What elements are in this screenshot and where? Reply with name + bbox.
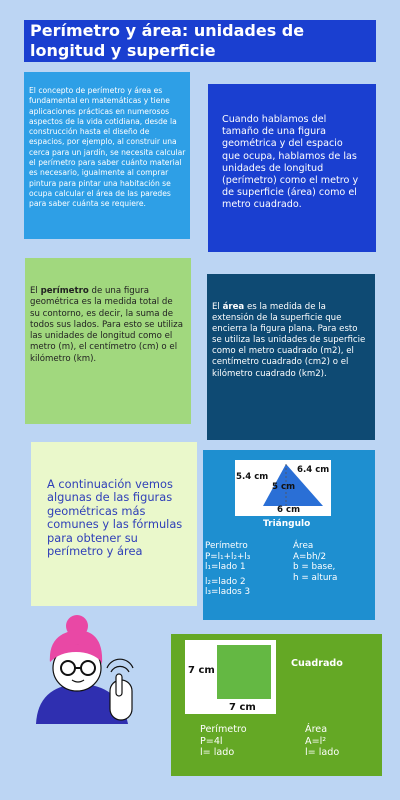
square-card bbox=[171, 634, 382, 776]
triangle-perimeter-legend-3: l₃=lados 3 bbox=[205, 587, 251, 598]
square-side-left: 7 cm bbox=[188, 665, 215, 676]
triangle-card bbox=[203, 450, 375, 620]
square-area-formula: A=l² bbox=[305, 735, 327, 747]
triangle-perimeter-label: Perímetro bbox=[205, 541, 248, 551]
square-area-legend: l= lado bbox=[305, 747, 340, 759]
area-def-post: es la medida de la extensión de la superficie que encierra la figura plana. Para esto se utiliza las unidades de superficie como el metro cuadrado (m2), el centímetro cuadrado (cm2) o el kilómetro cuadrado (km2). bbox=[212, 302, 366, 379]
area-definition-card bbox=[207, 274, 375, 440]
square-perimeter-legend: l= lado bbox=[200, 747, 235, 759]
perimeter-def-pre: El bbox=[30, 286, 41, 296]
square-figure bbox=[185, 640, 276, 714]
triangle-area bbox=[293, 541, 373, 583]
triangle-perimeter-legend-2: l₂=lado 2 bbox=[205, 576, 246, 587]
area-def-bold: área bbox=[222, 302, 245, 312]
triangle-figure bbox=[235, 460, 331, 516]
units-card: Cuando hablamos del tamaño de una figura geométrica y del espacio que ocupa, hablamos de las unidades de longitud (perímetro) como el metro y de superficie (área) como el metro cuadrado. bbox=[208, 84, 376, 252]
perimeter-definition-card bbox=[25, 258, 191, 424]
triangle-side-right: 6.4 cm bbox=[297, 465, 330, 475]
triangle-area-legend-1: b = base, bbox=[293, 562, 336, 573]
page-title: Perímetro y área: unidades de longitud y superficie bbox=[24, 20, 376, 62]
triangle-height: 5 cm bbox=[272, 482, 296, 492]
triangle-perimeter-formula: P=l₁+l₂+l₃ bbox=[205, 551, 251, 562]
triangle-area-legend-2: h = altura bbox=[293, 572, 338, 583]
triangle-perimeter bbox=[205, 541, 283, 598]
square-perimeter bbox=[200, 724, 290, 759]
girl-with-glasses-tapping-icon bbox=[28, 606, 158, 726]
triangle-perimeter-legend-1: l₁=lado 1 bbox=[205, 562, 246, 573]
square-area bbox=[305, 724, 375, 759]
square-perimeter-label: Perímetro bbox=[200, 724, 247, 735]
triangle-base: 6 cm bbox=[277, 505, 301, 515]
triangle-area-formula: A=bh/2 bbox=[293, 551, 327, 562]
square-perimeter-formula: P=4l bbox=[200, 735, 223, 747]
square-name: Cuadrado bbox=[291, 658, 343, 669]
triangle-side-left: 5.4 cm bbox=[236, 472, 269, 482]
triangle-area-label: Área bbox=[293, 541, 314, 551]
intro-card: El concepto de perímetro y área es fundamental en matemáticas y tiene aplicaciones prácticas en numerosos aspectos de la vida cotidiana, desde la construcción hasta el diseño de espacios, por ejemplo, al construir una cerca para un jardín, se necesita calcular el perímetro para saber cuánto material es necesario, igualmente al comprar pintura para pintar una habitación se ocupa calcular el área de las paredes para saber cuánta se requiere. bbox=[24, 72, 190, 239]
perimeter-def-bold: perímetro bbox=[40, 286, 89, 296]
perimeter-def-post: de una figura geométrica es la medida total de su contorno, es decir, la suma de todos sus lados. Para esto se utiliza las unidades de longitud como el metro (m), el centímetro (cm) o el kilómetro (km). bbox=[30, 286, 183, 364]
square-side-bottom: 7 cm bbox=[229, 702, 256, 713]
triangle-name: Triángulo bbox=[263, 519, 311, 529]
avatar bbox=[28, 606, 158, 726]
figures-intro-card: A continuación vemos algunas de las figuras geométricas más comunes y las fórmulas para obtener su perímetro y área bbox=[31, 442, 197, 606]
area-def-pre: El bbox=[212, 302, 223, 312]
square-area-label: Área bbox=[305, 724, 328, 735]
